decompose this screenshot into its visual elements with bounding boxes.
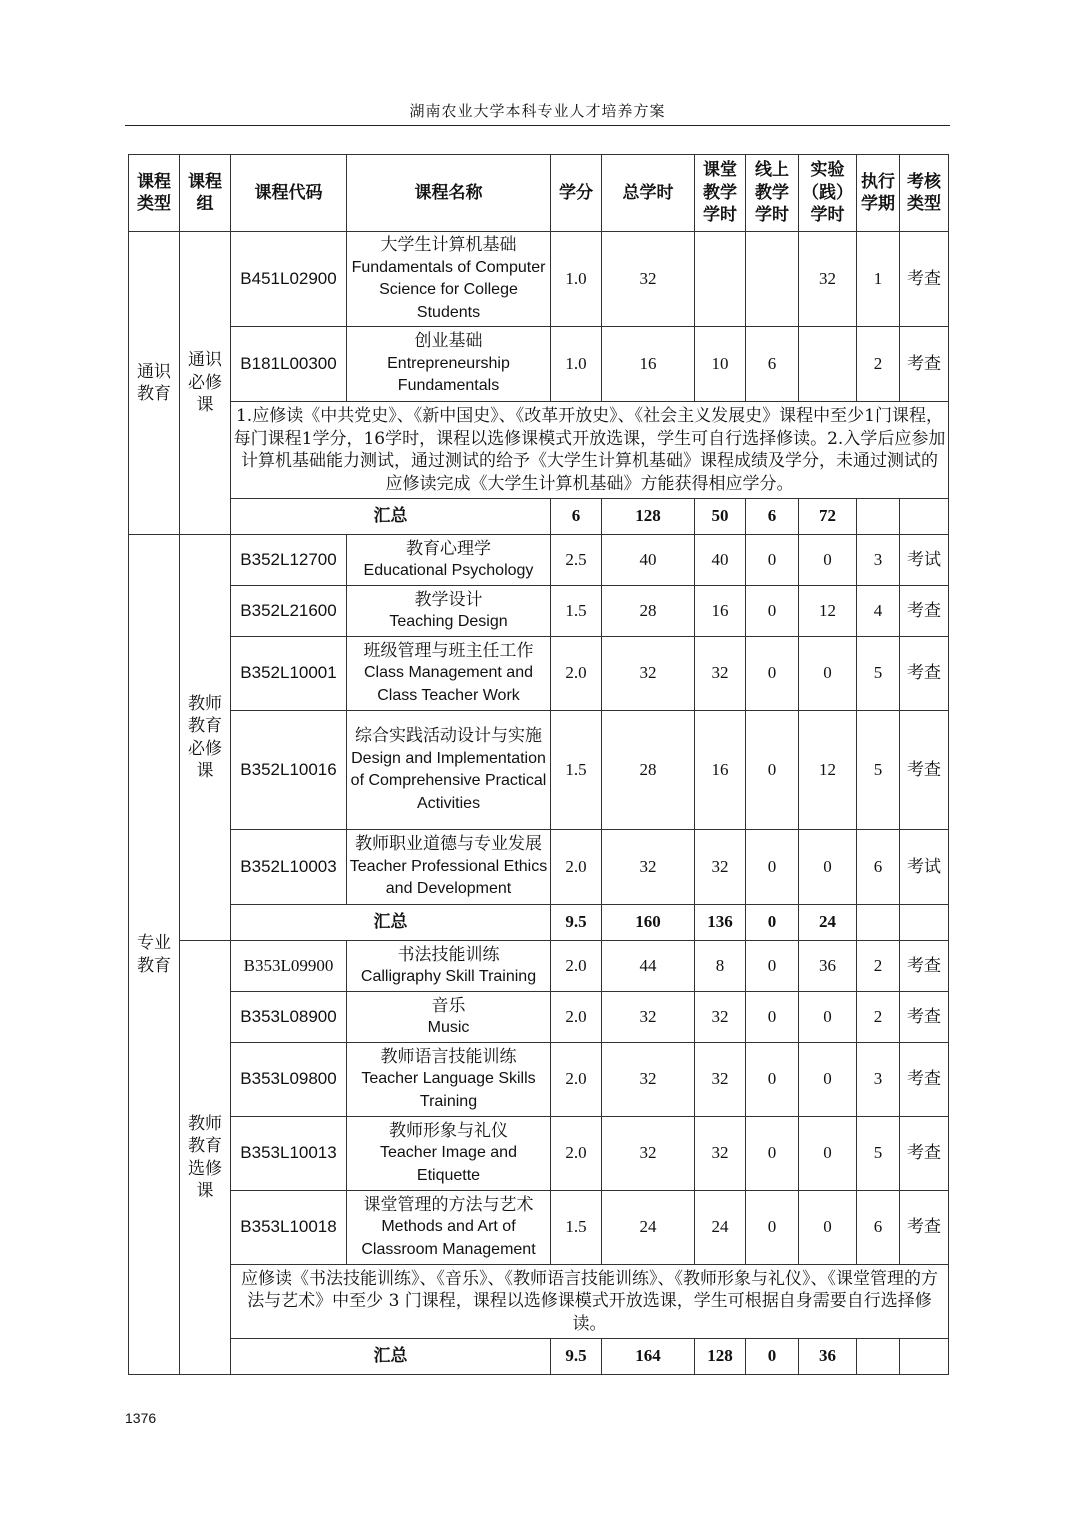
course-table xyxy=(128,154,949,1375)
page-number: 1376 xyxy=(125,1410,157,1426)
class-hours: 32 xyxy=(695,992,746,1043)
course-code: B353L09800 xyxy=(231,1043,347,1117)
credit: 1.5 xyxy=(551,586,602,637)
class-hours: 32 xyxy=(695,830,746,905)
col-header-course-group: 课程组 xyxy=(180,155,231,232)
class-hours: 16 xyxy=(695,586,746,637)
total-hours: 32 xyxy=(602,830,695,905)
course-group-teacher-required: 教师教育必修课 xyxy=(180,535,231,941)
course-name-zh: 教育心理学 xyxy=(406,538,491,559)
course-name xyxy=(347,1191,551,1265)
note-row xyxy=(129,402,949,499)
course-name-zh: 音乐 xyxy=(431,995,466,1016)
total-hours: 28 xyxy=(602,711,695,830)
course-name xyxy=(347,711,551,830)
course-group-general-required: 通识必修课 xyxy=(180,232,231,535)
course-name-zh: 大学生计算机基础 xyxy=(380,235,517,255)
col-header-course-name: 课程名称 xyxy=(347,155,551,232)
note-row xyxy=(129,1265,949,1339)
course-name-en: Teacher Language Skills Training xyxy=(361,1070,536,1110)
table-row xyxy=(129,992,949,1043)
summary-online-hours: 6 xyxy=(746,499,799,535)
online-hours: 0 xyxy=(746,1117,799,1191)
course-name-en: Fundamentals of Computer Science for College Students xyxy=(351,258,546,321)
course-name xyxy=(347,586,551,637)
summary-label: 汇总 xyxy=(231,905,551,941)
course-name-en: Design and Implementation of Comprehensive Practical Activities xyxy=(350,749,547,812)
col-header-class-hours: 课堂教学学时 xyxy=(695,155,746,232)
exam-type: 考试 xyxy=(900,830,949,905)
summary-label: 汇总 xyxy=(231,499,551,535)
term: 5 xyxy=(857,637,900,711)
exam-type: 考查 xyxy=(900,711,949,830)
table-row xyxy=(129,232,949,327)
lab-hours: 32 xyxy=(799,232,857,327)
lab-hours: 0 xyxy=(799,1043,857,1117)
course-name-zh: 教师职业道德与专业发展 xyxy=(355,834,542,855)
online-hours: 0 xyxy=(746,637,799,711)
lab-hours: 0 xyxy=(799,1191,857,1265)
col-header-credit: 学分 xyxy=(551,155,602,232)
online-hours: 0 xyxy=(746,1043,799,1117)
summary-credit: 6 xyxy=(551,499,602,535)
course-name xyxy=(347,1117,551,1191)
course-name-en: Teaching Design xyxy=(389,613,508,630)
credit: 2.0 xyxy=(551,1043,602,1117)
total-hours: 44 xyxy=(602,941,695,992)
course-name-zh: 创业基础 xyxy=(414,331,483,352)
lab-hours: 0 xyxy=(799,830,857,905)
summary-credit: 9.5 xyxy=(551,1339,602,1375)
term: 6 xyxy=(857,830,900,905)
term: 4 xyxy=(857,586,900,637)
table-row xyxy=(129,535,949,586)
course-name-zh: 教师形象与礼仪 xyxy=(389,1120,508,1141)
course-code: B353L10013 xyxy=(231,1117,347,1191)
col-header-exam-type: 考核类型 xyxy=(900,155,949,232)
total-hours: 32 xyxy=(602,637,695,711)
table-row xyxy=(129,1191,949,1265)
summary-term xyxy=(857,1339,900,1375)
course-code: B353L10018 xyxy=(231,1191,347,1265)
term: 5 xyxy=(857,1117,900,1191)
course-name-zh: 课堂管理的方法与艺术 xyxy=(363,1194,534,1215)
credit: 2.0 xyxy=(551,830,602,905)
summary-lab-hours: 36 xyxy=(799,1339,857,1375)
class-hours: 8 xyxy=(695,941,746,992)
course-name-en: Educational Psychology xyxy=(363,562,534,579)
course-name xyxy=(347,1043,551,1117)
col-header-lab-hours: 实验（践）学时 xyxy=(799,155,857,232)
term: 2 xyxy=(857,941,900,992)
credit: 1.5 xyxy=(551,1191,602,1265)
table-row xyxy=(129,586,949,637)
course-name xyxy=(347,232,551,327)
course-code: B352L12700 xyxy=(231,535,347,586)
table-row xyxy=(129,637,949,711)
course-name-en: Entrepreneurship Fundamentals xyxy=(387,354,510,395)
class-hours: 10 xyxy=(695,327,746,402)
online-hours: 0 xyxy=(746,992,799,1043)
header-row xyxy=(129,155,949,232)
lab-hours: 0 xyxy=(799,992,857,1043)
course-name xyxy=(347,637,551,711)
summary-online-hours: 0 xyxy=(746,1339,799,1375)
term: 6 xyxy=(857,1191,900,1265)
col-header-term: 执行学期 xyxy=(857,155,900,232)
summary-credit: 9.5 xyxy=(551,905,602,941)
class-hours: 40 xyxy=(695,535,746,586)
term: 5 xyxy=(857,711,900,830)
course-code: B353L08900 xyxy=(231,992,347,1043)
summary-total-hours: 128 xyxy=(602,499,695,535)
total-hours: 32 xyxy=(602,1117,695,1191)
lab-hours xyxy=(799,327,857,402)
class-hours: 24 xyxy=(695,1191,746,1265)
page-header: 湖南农业大学本科专业人才培养方案 xyxy=(409,102,666,120)
class-hours xyxy=(695,232,746,327)
exam-type: 考查 xyxy=(900,1191,949,1265)
summary-total-hours: 160 xyxy=(602,905,695,941)
course-type-professional: 专业教育 xyxy=(129,535,180,1375)
exam-type: 考查 xyxy=(900,941,949,992)
total-hours: 24 xyxy=(602,1191,695,1265)
online-hours: 0 xyxy=(746,830,799,905)
table-row xyxy=(129,941,949,992)
summary-exam-type xyxy=(900,905,949,941)
class-hours: 32 xyxy=(695,1117,746,1191)
course-name-en: Teacher Professional Ethics and Development xyxy=(349,857,548,898)
lab-hours: 12 xyxy=(799,586,857,637)
course-name xyxy=(347,535,551,586)
course-name-en: Calligraphy Skill Training xyxy=(360,968,537,985)
table-row xyxy=(129,711,949,830)
term: 2 xyxy=(857,992,900,1043)
class-hours: 32 xyxy=(695,637,746,711)
exam-type: 考查 xyxy=(900,992,949,1043)
course-name xyxy=(347,830,551,905)
total-hours: 16 xyxy=(602,327,695,402)
course-name-en: Music xyxy=(427,1019,470,1036)
online-hours: 6 xyxy=(746,327,799,402)
class-hours: 32 xyxy=(695,1043,746,1117)
course-code: B353L09900 xyxy=(231,941,347,992)
course-name-en: Teacher Image and Etiquette xyxy=(380,1144,517,1184)
term: 1 xyxy=(857,232,900,327)
total-hours: 40 xyxy=(602,535,695,586)
summary-class-hours: 128 xyxy=(695,1339,746,1375)
online-hours: 0 xyxy=(746,711,799,830)
online-hours xyxy=(746,232,799,327)
total-hours: 32 xyxy=(602,1043,695,1117)
course-code: B181L00300 xyxy=(231,327,347,402)
course-name-zh: 教学设计 xyxy=(414,589,483,610)
class-hours: 16 xyxy=(695,711,746,830)
table-row xyxy=(129,1043,949,1117)
term: 3 xyxy=(857,535,900,586)
course-name-zh: 书法技能训练 xyxy=(397,944,500,965)
course-code: B352L10016 xyxy=(231,711,347,830)
exam-type: 考试 xyxy=(900,535,949,586)
course-type-general: 通识教育 xyxy=(129,232,180,535)
online-hours: 0 xyxy=(746,535,799,586)
course-name xyxy=(347,941,551,992)
exam-type: 考查 xyxy=(900,327,949,402)
summary-row xyxy=(129,905,949,941)
course-name-en: Class Management and Class Teacher Work xyxy=(364,664,533,704)
course-name-zh: 班级管理与班主任工作 xyxy=(363,640,534,661)
credit: 1.5 xyxy=(551,711,602,830)
online-hours: 0 xyxy=(746,941,799,992)
summary-label: 汇总 xyxy=(231,1339,551,1375)
course-name-zh: 教师语言技能训练 xyxy=(380,1046,517,1067)
header-rule xyxy=(125,125,950,126)
course-name xyxy=(347,327,551,402)
term: 3 xyxy=(857,1043,900,1117)
summary-term xyxy=(857,905,900,941)
course-code: B451L02900 xyxy=(231,232,347,327)
course-code: B352L21600 xyxy=(231,586,347,637)
course-name-zh: 综合实践活动设计与实施 xyxy=(355,726,542,746)
term: 2 xyxy=(857,327,900,402)
credit: 2.0 xyxy=(551,1117,602,1191)
summary-class-hours: 50 xyxy=(695,499,746,535)
summary-online-hours: 0 xyxy=(746,905,799,941)
summary-lab-hours: 72 xyxy=(799,499,857,535)
course-name-en: Methods and Art of Classroom Management xyxy=(361,1218,536,1258)
credit: 2.0 xyxy=(551,941,602,992)
course-code: B352L10003 xyxy=(231,830,347,905)
exam-type: 考查 xyxy=(900,1117,949,1191)
col-header-online-hours: 线上教学学时 xyxy=(746,155,799,232)
general-note: 1.应修读《中共党史》、《新中国史》、《改革开放史》、《社会主义发展史》课程中至少1门课程，每门课程1学分，16学时，课程以选修课模式开放选课，学生可自行选择修读。2.入学后应参加计算机基础能力测试，通过测试的给予《大学生计算机基础》课程成绩及学分，未通过测试的应修读完成《大学生计算机基础》方能获得相应学分。 xyxy=(231,402,949,499)
credit: 1.0 xyxy=(551,232,602,327)
summary-total-hours: 164 xyxy=(602,1339,695,1375)
summary-term xyxy=(857,499,900,535)
summary-exam-type xyxy=(900,499,949,535)
lab-hours: 0 xyxy=(799,637,857,711)
col-header-total-hours: 总学时 xyxy=(602,155,695,232)
exam-type: 考查 xyxy=(900,586,949,637)
table-row xyxy=(129,327,949,402)
course-group-teacher-elective: 教师教育选修课 xyxy=(180,941,231,1375)
course-code: B352L10001 xyxy=(231,637,347,711)
credit: 1.0 xyxy=(551,327,602,402)
elective-note: 应修读《书法技能训练》、《音乐》、《教师语言技能训练》、《教师形象与礼仪》、《课堂管理的方法与艺术》中至少 3 门课程，课程以选修课模式开放选课，学生可根据自身需要自行选择修读。 xyxy=(231,1265,949,1339)
credit: 2.0 xyxy=(551,637,602,711)
online-hours: 0 xyxy=(746,586,799,637)
col-header-course-type: 课程类型 xyxy=(129,155,180,232)
course-name xyxy=(347,992,551,1043)
total-hours: 32 xyxy=(602,992,695,1043)
online-hours: 0 xyxy=(746,1191,799,1265)
total-hours: 32 xyxy=(602,232,695,327)
lab-hours: 0 xyxy=(799,535,857,586)
summary-row xyxy=(129,499,949,535)
credit: 2.0 xyxy=(551,992,602,1043)
summary-exam-type xyxy=(900,1339,949,1375)
total-hours: 28 xyxy=(602,586,695,637)
exam-type: 考查 xyxy=(900,637,949,711)
col-header-course-code: 课程代码 xyxy=(231,155,347,232)
lab-hours: 0 xyxy=(799,1117,857,1191)
lab-hours: 12 xyxy=(799,711,857,830)
table-row xyxy=(129,830,949,905)
credit: 2.5 xyxy=(551,535,602,586)
summary-class-hours: 136 xyxy=(695,905,746,941)
exam-type: 考查 xyxy=(900,232,949,327)
summary-row xyxy=(129,1339,949,1375)
lab-hours: 36 xyxy=(799,941,857,992)
table-row xyxy=(129,1117,949,1191)
exam-type: 考查 xyxy=(900,1043,949,1117)
summary-lab-hours: 24 xyxy=(799,905,857,941)
